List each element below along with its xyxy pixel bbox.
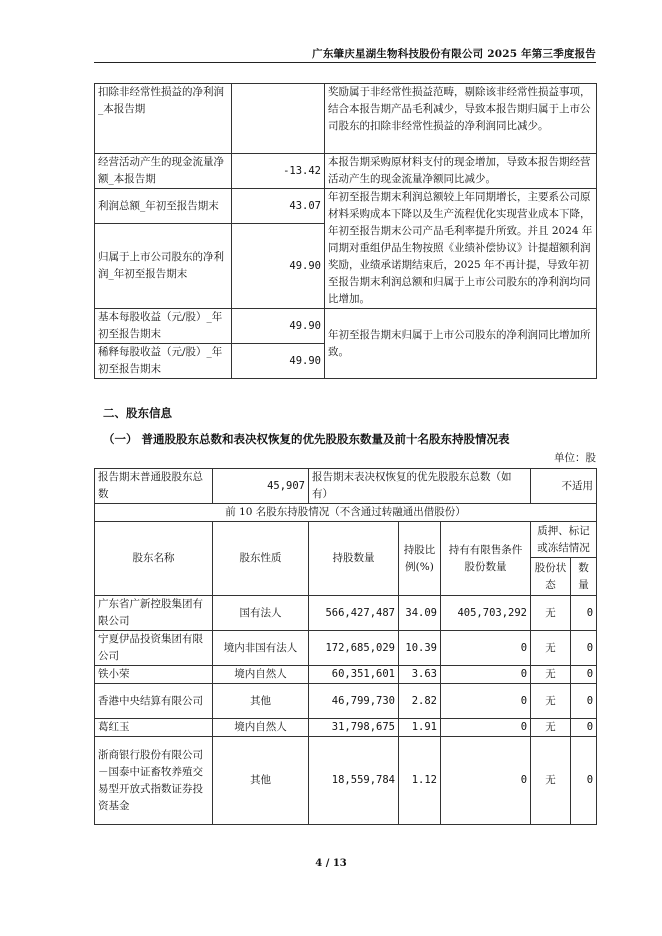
- table-row: [95, 719, 597, 737]
- pledge-count: 0: [571, 684, 597, 719]
- col-header-pledge-count: 数量: [571, 558, 597, 596]
- table-row: [95, 84, 597, 154]
- section-subtitle: （一） 普通股股东总数和表决权恢复的优先股股东数量及前十名股东持股情况表: [103, 432, 510, 446]
- holding-ratio: 1.91: [399, 719, 441, 737]
- shareholder-name: 宁夏伊品投资集团有限公司: [95, 631, 213, 666]
- change-reason-table: [94, 83, 597, 379]
- shares-held: 60,351,601: [309, 666, 399, 684]
- item-cell: 基本每股收益（元/股）_年初至报告期末: [95, 309, 232, 344]
- shareholder-name: 浙商银行股份有限公司－国泰中证畜牧养殖交易型开放式指数证券投资基金: [95, 737, 213, 825]
- shareholder-nature: 境内非国有法人: [213, 631, 309, 666]
- table-row: [95, 596, 597, 631]
- shareholder-name: 葛红玉: [95, 719, 213, 737]
- shares-held: 46,799,730: [309, 684, 399, 719]
- pledge-count: 0: [571, 719, 597, 737]
- table-row: [95, 737, 597, 825]
- shareholder-nature: 境内自然人: [213, 666, 309, 684]
- header-rule: [94, 62, 596, 63]
- table-row: [95, 666, 597, 684]
- restricted-shares: 0: [441, 719, 531, 737]
- value-cell: 49.90: [232, 224, 325, 309]
- merged-reason-cell: 年初至报告期末利润总额较上年同期增长，主要系公司原材料采购成本下降以及生产流程优化实现营业成本下降，年初至报告期末公司产品毛利率提升所致。并且 2024 年同期对重组伊品生物按照《业绩补偿协议》计提超额利润奖励，业绩承诺期结束后，2025 年不再计提，导致年初至报告期末利润总额和归属于上市公司股东的净利润均同比增加。: [325, 189, 597, 309]
- preferred-value: 不适用: [531, 469, 597, 504]
- col-header-ratio: 持股比例(%): [399, 522, 441, 596]
- unit-label: 单位：股: [554, 452, 596, 464]
- item-cell: 扣除非经常性损益的净利润_本报告期: [95, 84, 232, 154]
- col-header-restricted: 持有有限售条件股份数量: [441, 522, 531, 596]
- merged-reason-cell: 年初至报告期末归属于上市公司股东的净利润同比增加所致。: [325, 309, 597, 379]
- value-cell: 49.90: [232, 344, 325, 379]
- shareholder-nature: 其他: [213, 737, 309, 825]
- page-number: 4 / 13: [315, 858, 347, 869]
- holding-ratio: 2.82: [399, 684, 441, 719]
- table-row: [95, 504, 597, 522]
- top10-caption: 前 10 名股东持股情况（不含通过转融通出借股份）: [95, 504, 597, 522]
- pledge-status: 无: [531, 666, 571, 684]
- col-header-name: 股东名称: [95, 522, 213, 596]
- pledge-count: 0: [571, 631, 597, 666]
- holding-ratio: 10.39: [399, 631, 441, 666]
- reason-cell: 本报告期采购原材料支付的现金增加，导致本报告期经营活动产生的现金流量净额同比减少。: [325, 154, 597, 189]
- restricted-shares: 0: [441, 631, 531, 666]
- restricted-shares: 0: [441, 684, 531, 719]
- table-header-row: [95, 522, 597, 558]
- col-header-pledge: 质押、标记或冻结情况: [531, 522, 597, 558]
- shares-held: 172,685,029: [309, 631, 399, 666]
- col-header-nature: 股东性质: [213, 522, 309, 596]
- col-header-pledge-status: 股份状态: [531, 558, 571, 596]
- pledge-status: 无: [531, 596, 571, 631]
- table-row: [95, 469, 597, 504]
- shares-held: 18,559,784: [309, 737, 399, 825]
- table-row: [95, 154, 597, 189]
- restricted-shares: 405,703,292: [441, 596, 531, 631]
- value-cell: 49.90: [232, 309, 325, 344]
- value-cell: [232, 84, 325, 154]
- shareholder-nature: 境内自然人: [213, 719, 309, 737]
- item-cell: 稀释每股收益（元/股）_年初至报告期末: [95, 344, 232, 379]
- table-row: [95, 631, 597, 666]
- table-row: [95, 684, 597, 719]
- restricted-shares: 0: [441, 666, 531, 684]
- shareholder-name: 铁小荣: [95, 666, 213, 684]
- holding-ratio: 3.63: [399, 666, 441, 684]
- restricted-shares: 0: [441, 737, 531, 825]
- holding-ratio: 1.12: [399, 737, 441, 825]
- pledge-status: 无: [531, 719, 571, 737]
- report-header: 广东肇庆星湖生物科技股份有限公司 2025 年第三季度报告: [312, 48, 596, 60]
- shares-held: 31,798,675: [309, 719, 399, 737]
- pledge-status: 无: [531, 684, 571, 719]
- table-row: [95, 309, 597, 344]
- shares-held: 566,427,487: [309, 596, 399, 631]
- pledge-status: 无: [531, 631, 571, 666]
- value-cell: 43.07: [232, 189, 325, 224]
- shareholder-nature: 其他: [213, 684, 309, 719]
- pledge-status: 无: [531, 737, 571, 825]
- item-cell: 归属于上市公司股东的净利润_年初至报告期末: [95, 224, 232, 309]
- holding-ratio: 34.09: [399, 596, 441, 631]
- item-cell: 经营活动产生的现金流量净额_本报告期: [95, 154, 232, 189]
- pledge-count: 0: [571, 666, 597, 684]
- preferred-label: 报告期末表决权恢复的优先股股东总数（如有）: [309, 469, 531, 504]
- shareholder-name: 广东省广新控股集团有限公司: [95, 596, 213, 631]
- reason-cell: 奖励属于非经常性损益范畴，剔除该非经常性损益事项，结合本报告期产品毛利减少，导致本报告期归属于上市公司股东的扣除非经常性损益的净利润同比减少。: [325, 84, 597, 154]
- col-header-shares: 持股数量: [309, 522, 399, 596]
- shareholder-nature: 国有法人: [213, 596, 309, 631]
- total-label: 报告期末普通股股东总数: [95, 469, 213, 504]
- value-cell: -13.42: [232, 154, 325, 189]
- item-cell: 利润总额_年初至报告期末: [95, 189, 232, 224]
- pledge-count: 0: [571, 737, 597, 825]
- table-row: [95, 189, 597, 224]
- shareholder-table: [94, 468, 597, 825]
- section-title: 二、股东信息: [103, 406, 172, 420]
- total-value: 45,907: [213, 469, 309, 504]
- pledge-count: 0: [571, 596, 597, 631]
- shareholder-name: 香港中央结算有限公司: [95, 684, 213, 719]
